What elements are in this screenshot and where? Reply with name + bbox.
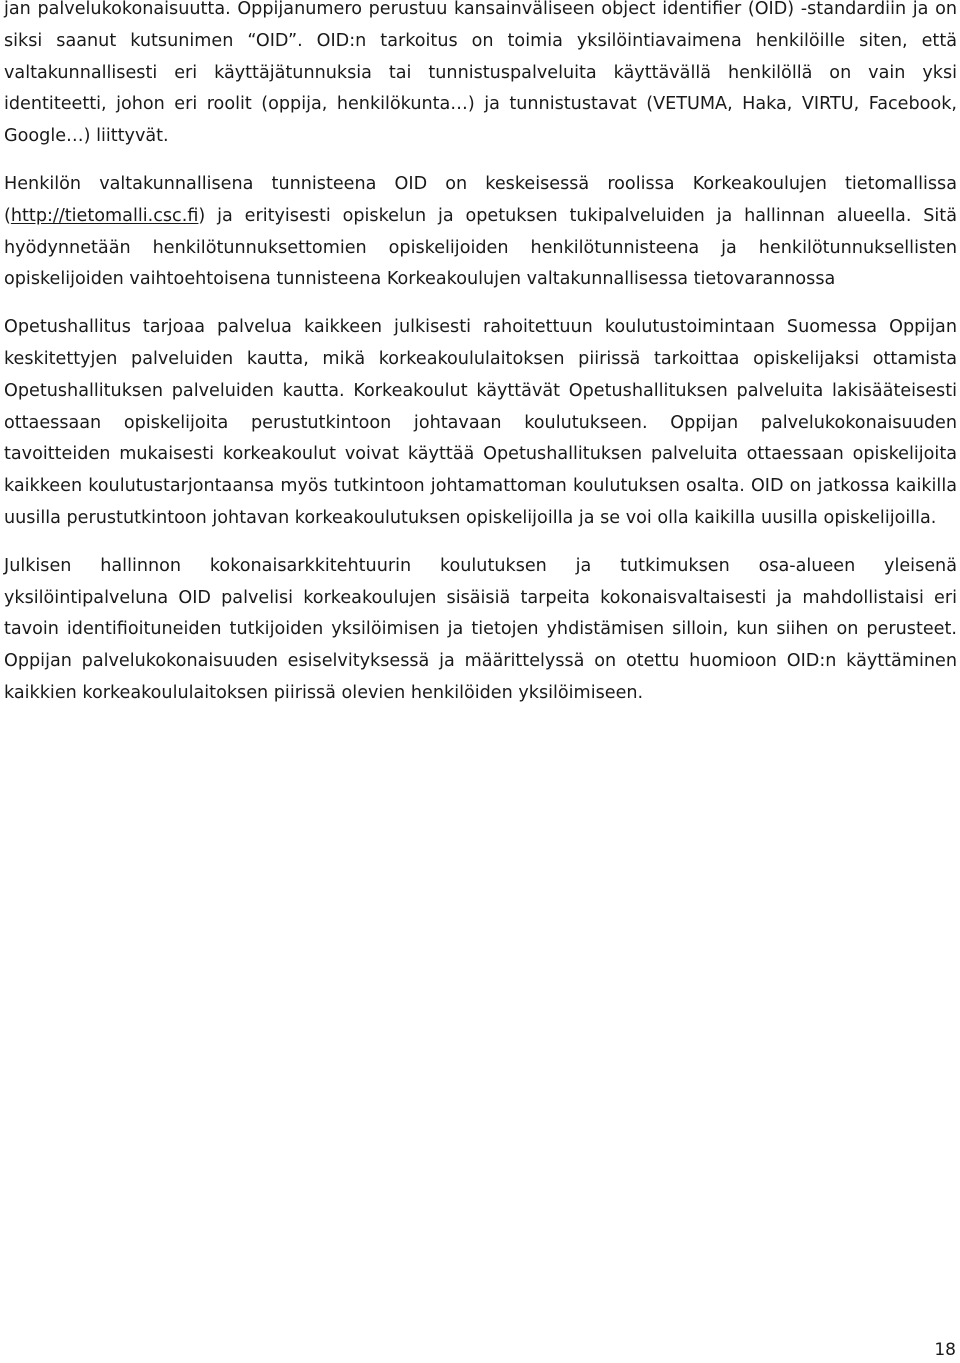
paragraph-text-after-link: ) ja erityisesti opiskelun ja opetuksen tukipalveluiden ja hallinnan alueella. Sitä hyödynnetään henkilötunnuksettomien opiskelijoiden henkilötunnisteena ja henkilötunnuksellisten opiskelijoiden vaihtoehtoisena tunnisteena Korkeakoulujen valtakunnallisessa tietovarannossa xyxy=(4,205,957,290)
paragraph-oid-role xyxy=(4,169,957,296)
paragraph-oid-intro: jan palvelukokonaisuutta. Oppijanumero perustuu kansainväliseen object identifier (OID) -standardiin ja on siksi saanut kutsunimen “OID”. OID:n tarkoitus on toimia yksilöintiavaimena henkilöille siten, että valtakunnallisesti eri käyttäjätunnuksia tai tunnistuspalveluita käyttävällä henkilöllä on vain yksi identiteetti, johon eri roolit (oppija, henkilökunta…) ja tunnistustavat (VETUMA, Haka, VIRTU, Facebook, Google…) liittyvät. xyxy=(4,0,957,147)
page-number: 18 xyxy=(934,1340,956,1360)
document-body xyxy=(4,0,957,710)
tietomalli-link[interactable]: http://tietomalli.csc.fi xyxy=(10,205,199,226)
paragraph-opetushallitus: Opetushallitus tarjoaa palvelua kaikkeen julkisesti rahoitettuun koulutustoimintaan Suomessa Oppijan keskitettyjen palveluiden kautta, mikä korkeakoululaitoksen piirissä tarkoittaa opiskelijaksi ottamista Opetushallituksen palveluiden kautta. Korkeakoulut käyttävät Opetushallituksen palveluita lakisääteisesti ottaessaan opiskelijoita perustutkintoon johtavaan koulutukseen. Oppijan palvelukokonaisuuden tavoitteiden mukaisesti korkeakoulut voivat käyttää Opetushallituksen palveluita ottaessaan opiskelijoita kaikkeen koulutustarjontaansa myös tutkintoon johtamattoman koulutuksen osalta. OID on jatkossa kaikilla uusilla perustutkintoon johtavan korkeakoulutuksen opiskelijoilla ja se voi olla kaikilla uusilla opiskelijoilla. xyxy=(4,317,957,528)
paragraph-text-before-link: Henkilön valtakunnallisena tunnisteena OID on keskeisessä roolissa Korkeakoulujen tietomallissa ( xyxy=(4,173,957,226)
paragraph-julkisen-hallinnon: Julkisen hallinnon kokonaisarkkitehtuurin koulutuksen ja tutkimuksen osa-alueen yleisenä yksilöintipalveluna OID palvelisi korkeakoulujen sisäisiä tarpeita kokonaisvaltaisesti ja mahdollistaisi eri tavoin identifioituneiden tutkijoiden yksilöimisen ja tietojen yhdistämisen silloin, kun siihen on perusteet. Oppijan palvelukokonaisuuden esiselvityksessä ja määrittelyssä on otettu huomioon OID:n käyttäminen kaikkien korkeakoululaitoksen piirissä olevien henkilöiden yksilöimiseen. xyxy=(4,555,957,703)
